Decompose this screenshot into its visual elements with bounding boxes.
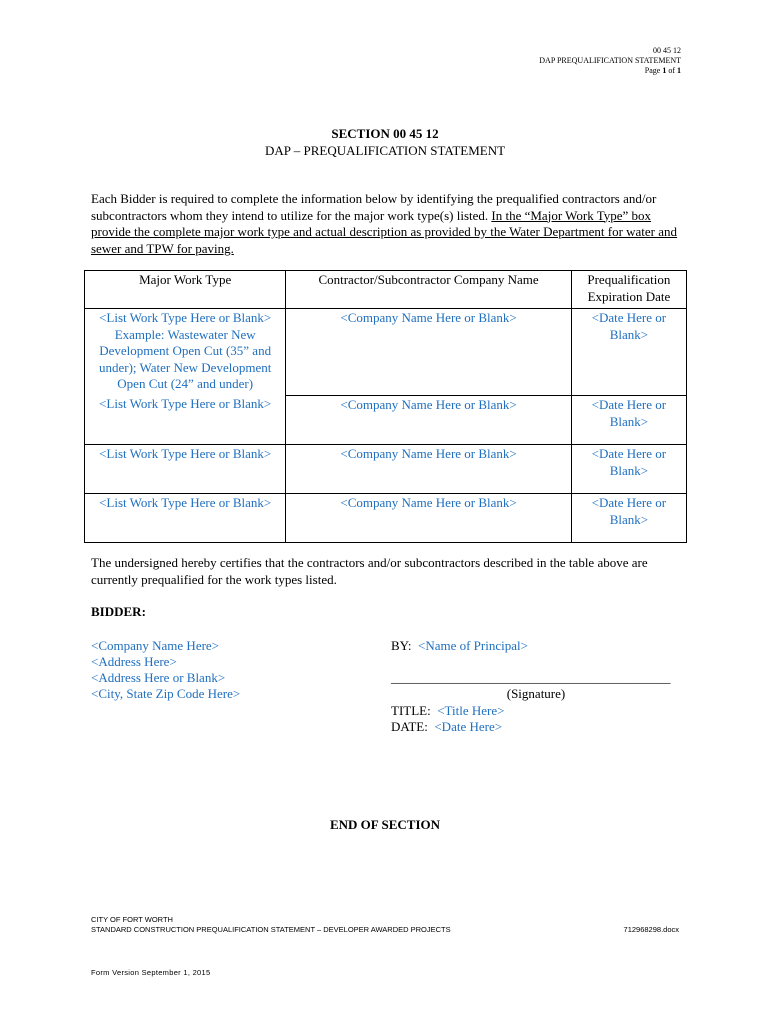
expiration-date-field[interactable]: <Date Here or Blank>	[571, 494, 686, 543]
bidder-heading: BIDDER:	[91, 604, 146, 619]
company-name-field[interactable]: <Company Name Here or Blank>	[286, 494, 571, 543]
bidder-company-field[interactable]: <Company Name Here>	[91, 638, 220, 653]
signature-line[interactable]: ___________________________________________	[391, 670, 671, 686]
date-field[interactable]: <Date Here>	[434, 718, 503, 734]
table-header-row	[85, 271, 687, 309]
expiration-date-field[interactable]: <Date Here or Blank>	[571, 445, 686, 494]
work-type-table	[84, 270, 687, 543]
column-header-company: Contractor/Subcontractor Company Name	[286, 271, 571, 309]
end-of-section: END OF SECTION	[329, 817, 441, 832]
intro-underlined-text: In the “Major Work Type” box provide the complete major work type and actual description as provided by the Water Department for water and sewer and TPW for paving.	[91, 207, 678, 256]
table-row	[85, 309, 687, 396]
title-label: TITLE:	[391, 702, 431, 718]
page-prefix: Page	[644, 66, 663, 75]
page-of: of	[666, 66, 677, 75]
bidder-address-field[interactable]: <Address Here>	[91, 654, 177, 669]
company-name-field[interactable]: <Company Name Here or Blank>	[286, 309, 571, 396]
work-type-field[interactable]: <List Work Type Here or Blank>	[85, 445, 286, 494]
expiration-date-field[interactable]: <Date Here or Blank>	[571, 396, 686, 445]
page-total: 1	[677, 66, 681, 75]
section-title: SECTION 00 45 12	[331, 126, 439, 141]
expiration-date-field[interactable]: <Date Here or Blank>	[571, 309, 686, 396]
footer-file-name: 712968298.docx	[623, 925, 679, 934]
bidder-address-block	[91, 638, 240, 702]
bidder-city-field[interactable]: <City, State Zip Code Here>	[91, 686, 241, 701]
spacer	[391, 654, 681, 670]
signature-label: (Signature)	[506, 686, 566, 702]
work-type-field[interactable]: <List Work Type Here or Blank>	[85, 494, 286, 543]
footer-org: CITY OF FORT WORTH	[91, 915, 173, 924]
table-row	[85, 396, 687, 445]
table-row	[85, 445, 687, 494]
title-field[interactable]: <Title Here>	[437, 702, 505, 718]
intro-text: Each Bidder is required to complete the information below by identifying the prequalified contractors and/or subcontractors whom they intend to utilize for the major work type(s) listed.	[91, 191, 657, 223]
page-current: 1	[662, 66, 667, 75]
section-subtitle: DAP – PREQUALIFICATION STATEMENT	[264, 143, 506, 158]
signature-block	[391, 638, 681, 735]
title-line	[391, 703, 681, 719]
date-line	[391, 719, 681, 735]
work-type-field[interactable]: <List Work Type Here or Blank> Example: Wastewater New Development Open Cut (35” and under); Water New Development Open Cut (24” and under)	[85, 309, 286, 396]
by-label: BY:	[391, 638, 412, 653]
bidder-address2-field[interactable]: <Address Here or Blank>	[91, 670, 226, 685]
header-section-name: DAP PREQUALIFICATION STATEMENT	[539, 56, 681, 65]
column-header-expiration: Prequalification Expiration Date	[571, 271, 686, 309]
intro-paragraph	[91, 191, 683, 257]
footer-doc-title: STANDARD CONSTRUCTION PREQUALIFICATION STATEMENT – DEVELOPER AWARDED PROJECTS	[91, 925, 451, 934]
certification-statement: The undersigned hereby certifies that the contractors and/or subcontractors described in the table above are currently prequalified for the work types listed.	[91, 555, 648, 587]
table-row	[85, 494, 687, 543]
header-section-code: 00 45 12	[653, 46, 681, 55]
principal-name-field[interactable]: <Name of Principal>	[417, 638, 528, 653]
column-header-work-type: Major Work Type	[85, 271, 286, 309]
form-version: Form Version September 1, 2015	[91, 968, 211, 977]
date-label: DATE:	[391, 718, 428, 734]
by-line	[391, 638, 681, 654]
page-footer	[91, 915, 451, 935]
company-name-field[interactable]: <Company Name Here or Blank>	[286, 445, 571, 494]
page-header	[539, 46, 681, 76]
company-name-field[interactable]: <Company Name Here or Blank>	[286, 396, 571, 445]
work-type-field[interactable]: <List Work Type Here or Blank>	[85, 396, 286, 445]
header-page-number	[539, 66, 681, 76]
